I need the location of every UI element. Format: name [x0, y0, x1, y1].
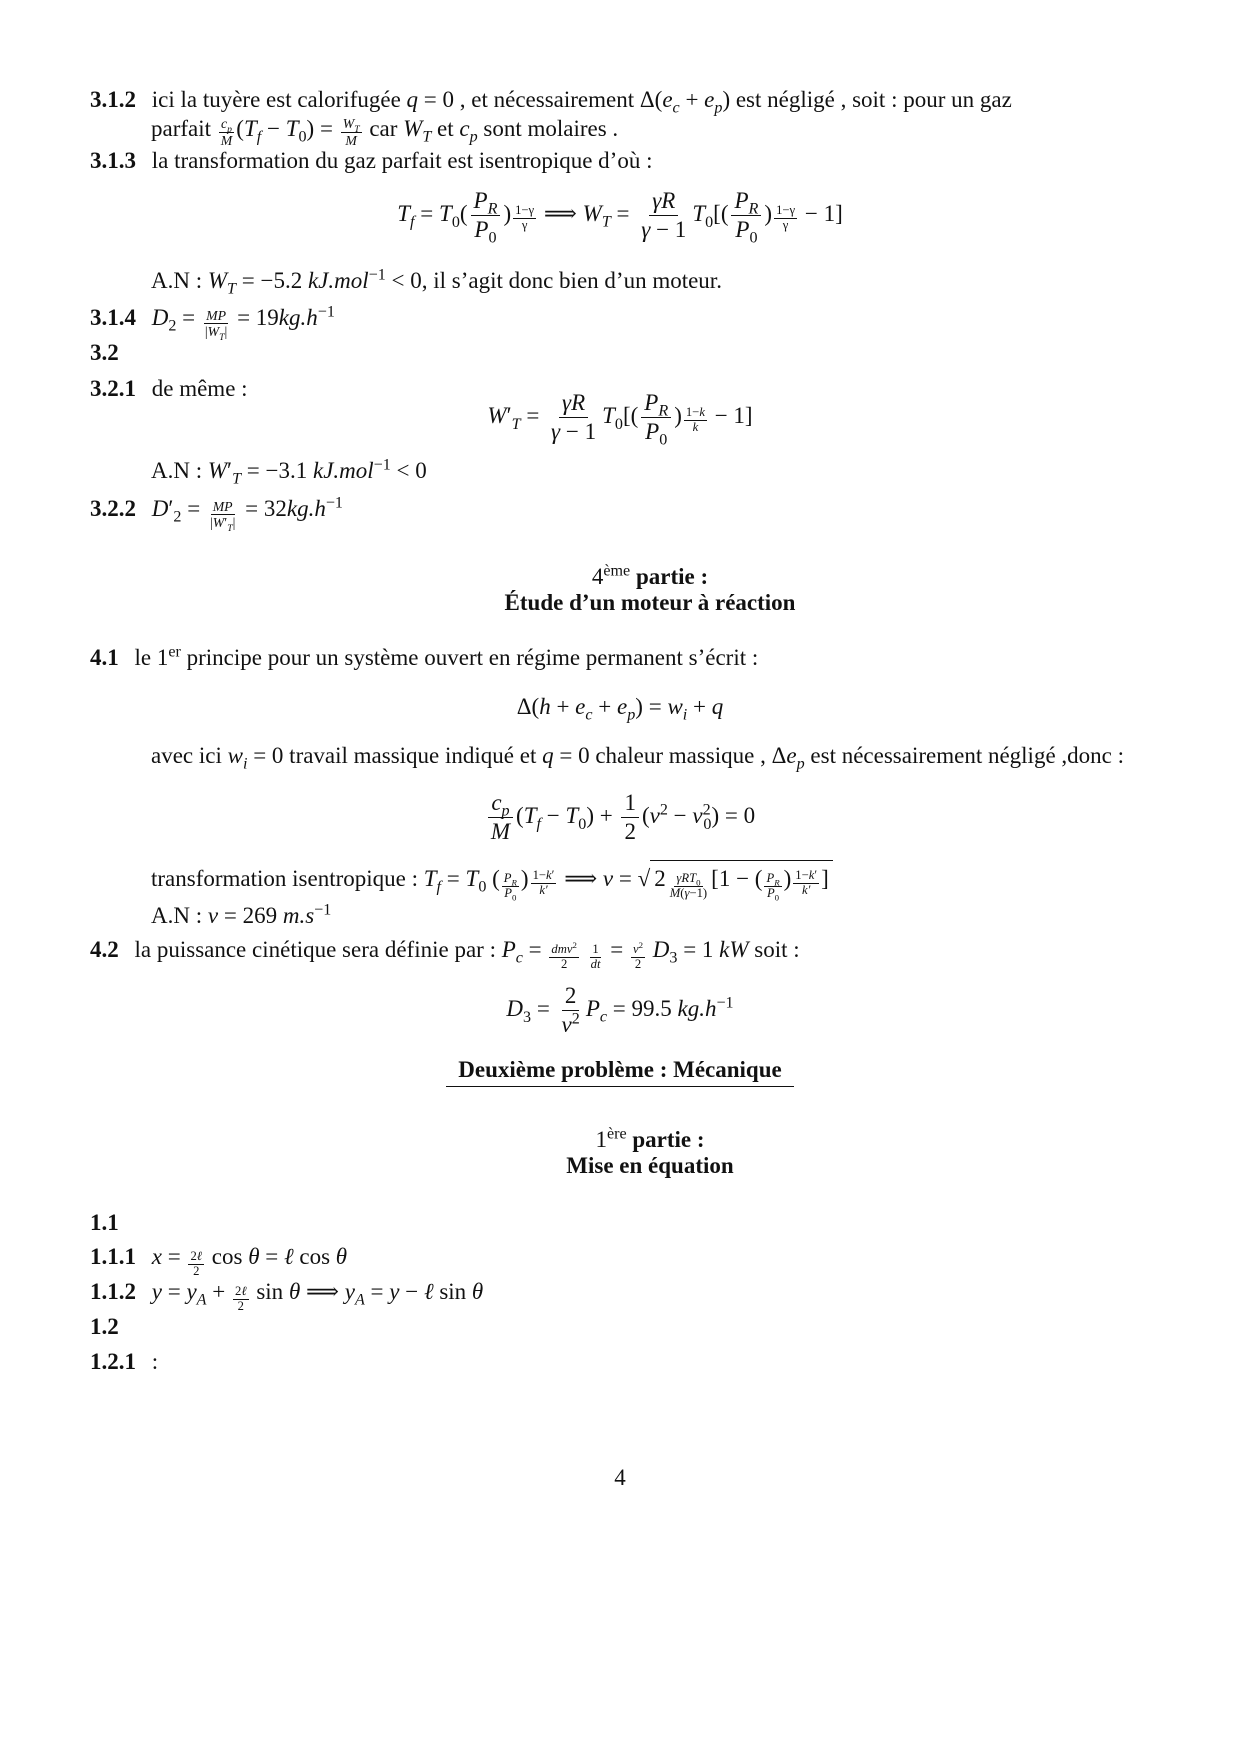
- problem-2-title: Deuxième problème : Mécanique: [0, 1054, 1240, 1085]
- section-4-1-numeric: A.N : v = 269 $m.s^{-1}$: [151, 901, 332, 928]
- section-number: 3.1.4: [90, 305, 136, 330]
- section-number: 3.2.2: [90, 496, 136, 521]
- part-4-title: Étude d’un moteur à réaction: [504, 590, 796, 615]
- section-3-1-2-line2: parfait $\frac{c_p}{M}$ $(T_f - T_0)$ = $\frac{W_T}{M}$ car $W_T$ et $c_p$ sont molaires .: [151, 116, 619, 148]
- section-number: 3.1.3: [90, 148, 136, 173]
- section-number: 1.2: [90, 1314, 119, 1339]
- section-number: 1.1.2: [90, 1279, 136, 1304]
- section-4-1-paragraph: avec ici $w_i = 0$ travail massique indiqué et q = 0 chaleur massique , $\Delta e_p$ est nécessairement négligé ,donc :: [151, 743, 1124, 773]
- part-1-title: Mise en équation: [566, 1153, 734, 1178]
- equation-first-principle: $\Delta(h + e_c + e_p) = w_i + q$: [516, 694, 724, 724]
- section-number: 1.1: [90, 1210, 119, 1235]
- equation-isentropic-wt: $T_f = T_0$( $\frac{P_R}{P_0}$ ) $\frac{1-\gamma}{\gamma}$ ⟹ $W_T$ = $\frac{\gamma R}{\gamma - 1}$ $T_0$[( $\frac{P_R}{P_0}$ ) $\frac{1-\gamma}{\gamma}$ − 1]: [397, 188, 843, 248]
- section-3-2-2: 3.2.2 $D'_2$ = $\frac{MP}{|W'_T|}$ = $32kg.h^{-1}$: [90, 494, 343, 535]
- section-1-1-2: 1.1.2 $y = y_A$ + 2ℓ 2 sin θ ⟹ $y_A = y$ − ℓ sin θ: [90, 1279, 484, 1314]
- section-3-1-2-line1: ici la tuyère est calorifugée q = 0 , et nécessairement $\Delta(e_c + e_p)$ est négligé , soit : pour un gaz: [151, 87, 1012, 117]
- equation-d3: $D_3$ = $\frac{2}{v^2}$ $P_c = 99.5$ $kg.h^{-1}$: [506, 983, 734, 1038]
- section-3-1-3-text: la transformation du gaz parfait est isentropique d’où :: [151, 148, 653, 173]
- section-1-1-1: 1.1.1 x = 2ℓ 2 cos θ = ℓ cos θ: [90, 1244, 348, 1279]
- part-1-heading: 1ère partie :: [595, 1125, 705, 1152]
- section-number: 1.2.1: [90, 1349, 136, 1374]
- section-3-2: [90, 337, 129, 368]
- section-4-2: 4.2 la puissance cinétique sera définie par : $P_c$ = dmv$^2$ 2 $\frac{1}{dt}$ = $\frac{v^2}{2}$ $D_3 = 1$ kW soit :: [90, 937, 800, 972]
- section-4-1: 4.1 le 1er principe pour un système ouvert en régime permanent s’écrit :: [90, 643, 759, 670]
- section-1-2: [90, 1311, 129, 1342]
- section-3-1-3: [90, 145, 652, 176]
- section-3-1-2: [90, 84, 1012, 115]
- part-4-heading: 4ème partie :: [591, 562, 709, 589]
- section-3-2-1-numeric: A.N : $W'_T = -3.1$ kJ.mol$^{-1}$ < 0: [151, 456, 427, 488]
- page-number: 4: [614, 1465, 626, 1490]
- section-number: 3.2: [90, 340, 119, 365]
- section-4-1-isentropic: transformation isentropique : $T_f = T_0$ ( $\frac{P_R}{P_0}$ ) $\frac{1-k'}{k'}$ ⟹ v = √ 2 γRT$_0$ M(γ−1) [1 − ( $\frac{P_R}{P_0}$ ) $\frac{1-k'}{k'}$ ]: [151, 860, 833, 901]
- section-number: 3.2.1: [90, 376, 136, 401]
- section-3-1-4: 3.1.4 $D_2$ = $\frac{MP}{|W_T|}$ = $19kg.h^{-1}$: [90, 303, 335, 344]
- section-1-2-1: 1.2.1 :: [90, 1349, 159, 1374]
- equation-energy-balance: $\frac{c_p}{M}$ $(T_f - T_0)$ + $\frac{1}{2}$ $(v^2 - v^2_0) = 0$: [0, 790, 1240, 846]
- section-3-2-1-text: de même :: [151, 376, 248, 401]
- equation-wt-prime: $W'_T$ = $\frac{\gamma R}{\gamma - 1}$ $T_0$[( $\frac{P_R}{P_0}$ ) $\frac{1-k}{k}$ − 1]: [487, 390, 753, 450]
- section-number: 4.1: [90, 645, 119, 670]
- section-number: 4.2: [90, 937, 119, 962]
- section-1-1: [90, 1207, 129, 1238]
- section-number: 3.1.2: [90, 87, 136, 112]
- section-3-1-3-numeric: A.N : $W_T = -5.2$ kJ.mol$^{-1}$ < 0, il s’agit donc bien d’un moteur.: [151, 266, 722, 298]
- section-number: 1.1.1: [90, 1244, 136, 1269]
